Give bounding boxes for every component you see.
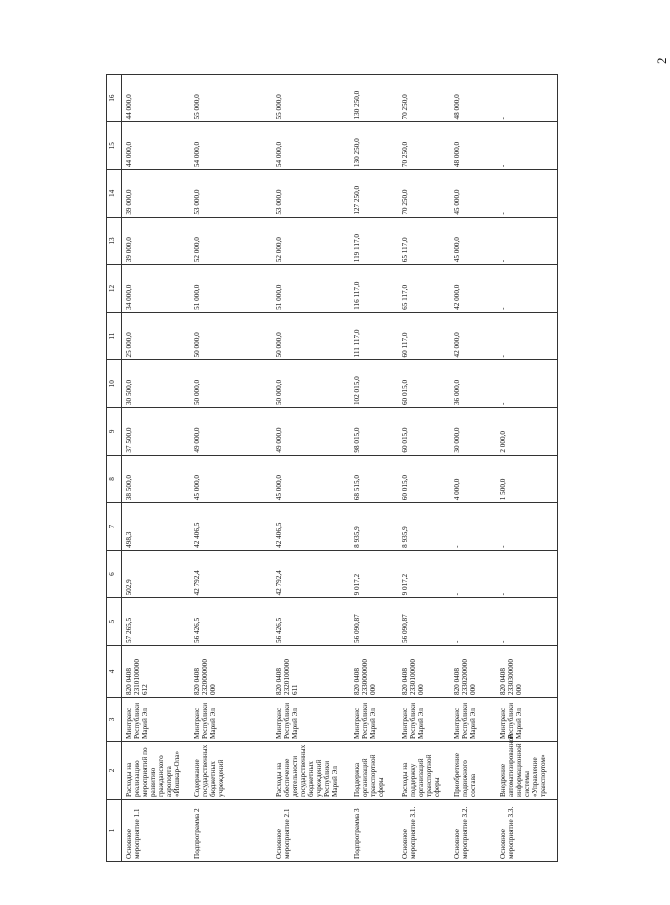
row-executor-cell: Минтранс Республики Марий Эл [190,698,272,742]
value-cell: 55 000,0 [190,74,272,122]
value-cell: 30 000,0 [450,408,496,456]
value-cell: - [496,217,558,265]
value-cell: 116 117,0 [350,265,398,313]
value-cell: 45 000,0 [450,217,496,265]
column-header: 4 [107,646,122,698]
value-cell: 53 000,0 [190,170,272,218]
value-cell: 44 000,0 [122,122,190,170]
value-cell: 1 500,0 [496,455,558,503]
column-header: 2 [107,742,122,800]
value-cell: 8 935,9 [350,503,398,551]
value-cell: 8 935,9 [398,503,450,551]
column-header: 9 [107,408,122,456]
value-cell: 45 000,0 [190,455,272,503]
value-cell: - [450,503,496,551]
value-cell: 42 792,4 [190,550,272,598]
value-cell: 42 406,5 [272,503,350,551]
value-cell: 70 250,0 [398,170,450,218]
value-cell: 4 000,0 [450,455,496,503]
row-name-cell: Подпрограмма 3 [350,800,398,862]
value-cell: 60 117,0 [398,312,450,360]
value-cell: 50 000,0 [190,360,272,408]
row-name-cell: Основное мероприятие 3.1. [398,800,450,862]
value-cell: - [496,503,558,551]
row-code-cell: 820 0408 2330000000 000 [350,646,398,698]
value-cell: 9 017,2 [350,550,398,598]
row-description-cell: Приобретение подвижного состава [450,742,496,800]
value-cell: 53 000,0 [272,170,350,218]
value-cell: 65 117,0 [398,265,450,313]
value-cell: 42 792,4 [272,550,350,598]
row-name-cell: Основное мероприятие 1.1 [122,800,190,862]
rotated-table-container [106,82,636,862]
value-cell: 111 117,0 [350,312,398,360]
column-header: 16 [107,74,122,122]
value-cell: - [496,312,558,360]
value-cell: 65 117,0 [398,217,450,265]
column-header: 5 [107,598,122,646]
column-header: 3 [107,698,122,742]
value-cell: 60 015,0 [398,360,450,408]
row-executor-cell: Минтранс Республики Марий Эл [450,698,496,742]
value-cell: 38 500,0 [122,455,190,503]
column-header: 15 [107,122,122,170]
header-row [107,74,122,861]
value-cell: - [496,550,558,598]
value-cell: 56 426,5 [190,598,272,646]
value-cell: - [496,360,558,408]
value-cell: 70 250,0 [398,122,450,170]
value-cell: 44 000,0 [122,74,190,122]
column-header: 6 [107,550,122,598]
row-executor-cell: Минтранс Республики Марий Эл [496,698,558,742]
row-name-cell: Основное мероприятие 3.2. [450,800,496,862]
row-name-cell: Основное мероприятие 3.3. [496,800,558,862]
row-code-cell: 820 0408 2320000000 000 [190,646,272,698]
row-name-cell: Основное мероприятие 2.1 [272,800,350,862]
row-name-cell: Подпрограмма 2 [190,800,272,862]
table-row [398,74,450,861]
value-cell: - [450,598,496,646]
value-cell: 127 250,0 [350,170,398,218]
value-cell: 98 015,0 [350,408,398,456]
value-cell: 36 000,0 [450,360,496,408]
column-header: 7 [107,503,122,551]
row-code-cell: 820 0408 2310100000 612 [122,646,190,698]
table-row [122,74,190,861]
row-description-cell: Расходы на обеспечение деятельности государственных бюджетных учреждений Республики Марий Эл [272,742,350,800]
value-cell: - [496,265,558,313]
value-cell: 49 000,0 [190,408,272,456]
row-description-cell: Внедрение автоматизированной информационной системы «Управление транспортом» [496,742,558,800]
value-cell: 54 000,0 [272,122,350,170]
value-cell: 9 017,2 [398,550,450,598]
value-cell: 57 265,5 [122,598,190,646]
value-cell: - [496,74,558,122]
column-header: 8 [107,455,122,503]
value-cell: 37 500,0 [122,408,190,456]
value-cell: 30 500,0 [122,360,190,408]
table-row [190,74,272,861]
value-cell: 52 000,0 [272,217,350,265]
value-cell: 130 250,0 [350,74,398,122]
value-cell: 45 000,0 [450,170,496,218]
row-executor-cell: Минтранс Республики Марий Эл [122,698,190,742]
row-executor-cell: Минтранс Республики Марий Эл [398,698,450,742]
row-description-cell: Расходы на поддержку организаций транспортной сферы [398,742,450,800]
value-cell: 50 000,0 [272,312,350,360]
row-description-cell: Содержание государственных бюджетных учреждений [190,742,272,800]
row-executor-cell: Минтранс Республики Марий Эл [272,698,350,742]
value-cell: 56 090,87 [350,598,398,646]
value-cell: 60 015,0 [398,408,450,456]
value-cell: 52 000,0 [190,217,272,265]
value-cell: 119 117,0 [350,217,398,265]
value-cell: 50 000,0 [272,360,350,408]
budget-table [106,74,558,862]
row-code-cell: 820 0408 2330300000 000 [496,646,558,698]
column-header: 10 [107,360,122,408]
value-cell: 56 426,5 [272,598,350,646]
page-number: 2 [654,57,669,64]
value-cell: 130 250,0 [350,122,398,170]
table-body [122,74,558,861]
column-header: 14 [107,170,122,218]
column-header: 12 [107,265,122,313]
value-cell: 48 000,0 [450,122,496,170]
value-cell: 56 090,87 [398,598,450,646]
value-cell: - [450,550,496,598]
row-description-cell: Поддержка организаций транспортной сферы [350,742,398,800]
value-cell: 48 000,0 [450,74,496,122]
table-row [272,74,350,861]
value-cell: 68 515,0 [350,455,398,503]
value-cell: 39 000,0 [122,217,190,265]
value-cell: 34 000,0 [122,265,190,313]
value-cell: 42 000,0 [450,265,496,313]
value-cell: 51 000,0 [272,265,350,313]
value-cell: 51 000,0 [190,265,272,313]
column-header: 13 [107,217,122,265]
value-cell: 54 000,0 [190,122,272,170]
value-cell: 498,3 [122,503,190,551]
row-code-cell: 820 0408 2330100000 000 [398,646,450,698]
row-executor-cell: Минтранс Республики Марий Эл [350,698,398,742]
value-cell: 60 015,0 [398,455,450,503]
value-cell: 25 000,0 [122,312,190,360]
value-cell: - [496,170,558,218]
row-description-cell: Расходы на реализацию мероприятий по развитию гражданского аэропорта «Йошкар-Ола» [122,742,190,800]
value-cell: 502,9 [122,550,190,598]
value-cell: 2 000,0 [496,408,558,456]
table-row [450,74,496,861]
value-cell: - [496,598,558,646]
value-cell: 55 000,0 [272,74,350,122]
value-cell: 49 000,0 [272,408,350,456]
table-row [350,74,398,861]
value-cell: 50 000,0 [190,312,272,360]
table-row [496,74,558,861]
column-header: 11 [107,312,122,360]
value-cell: 102 015,0 [350,360,398,408]
row-code-cell: 820 0408 2320100000 611 [272,646,350,698]
row-code-cell: 820 0408 2330200000 000 [450,646,496,698]
column-header: 1 [107,800,122,862]
value-cell: 70 250,0 [398,74,450,122]
value-cell: 42 000,0 [450,312,496,360]
value-cell: - [496,122,558,170]
value-cell: 45 000,0 [272,455,350,503]
value-cell: 39 000,0 [122,170,190,218]
value-cell: 42 406,5 [190,503,272,551]
